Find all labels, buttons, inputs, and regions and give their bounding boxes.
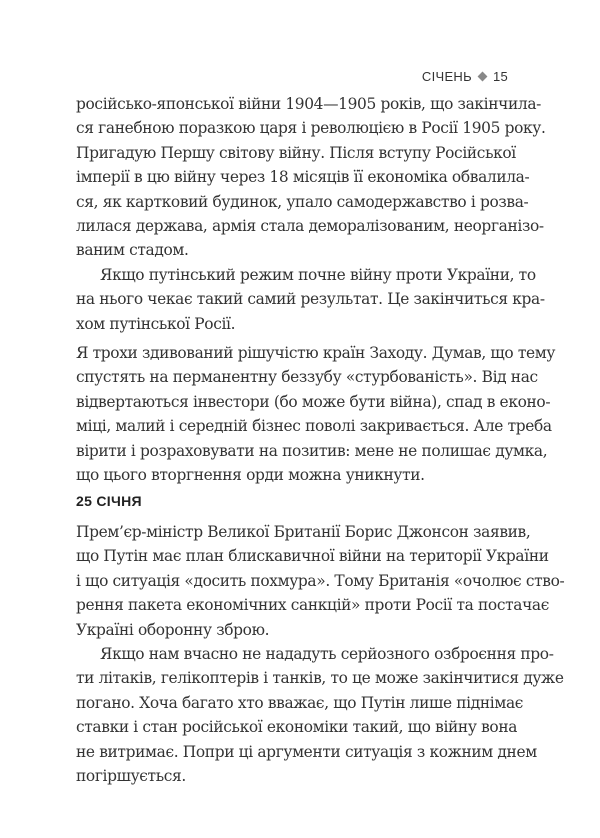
text-line: Якщо путінський режим почне війну проти України, то bbox=[100, 265, 536, 284]
paragraph bbox=[76, 642, 564, 788]
text-line: Якщо нам вчасно не нададуть серйозного озброєння про- bbox=[100, 644, 554, 663]
paragraph bbox=[76, 341, 556, 487]
text-line: ся ганебною поразкою царя і революцією в Росії 1905 року. bbox=[76, 119, 546, 138]
section-heading: 25 СІЧНЯ bbox=[76, 493, 142, 509]
text-block-2 bbox=[76, 341, 556, 487]
section-name: СІЧЕНЬ bbox=[421, 69, 472, 84]
text-line: Пригадую Першу світову війну. Після вступу Російської bbox=[76, 143, 516, 162]
text-line: Я трохи здивований рішучістю країн Заходу. Думав, що тему bbox=[76, 344, 556, 362]
text-line: що Путін має план блискавичної війни на території України bbox=[76, 547, 549, 566]
text-block-3 bbox=[76, 520, 565, 788]
paragraph bbox=[76, 92, 546, 263]
text-line: ся, як картковий будинок, упало самодержавство і розва- bbox=[76, 192, 529, 211]
text-line: хом путінської Росії. bbox=[76, 314, 236, 333]
text-line: рення пакета економічних санкцій» проти Росії та постачає bbox=[76, 596, 550, 615]
text-line: не витримає. Попри ці аргументи ситуація з кожним днем bbox=[76, 742, 537, 761]
text-block-1 bbox=[76, 92, 546, 336]
page-number: 15 bbox=[492, 69, 508, 84]
text-line: і що ситуація «досить похмура». Тому Британія «очолює ство- bbox=[76, 571, 565, 590]
text-line: ставки і стан російської економіки такий, що війну вона bbox=[76, 718, 518, 737]
text-line: Прем’єр-міністр Великої Британії Борис Джонсон заявив, bbox=[76, 523, 531, 541]
text-line: відвертаються інвестори (бо може бути війна), спад в еконо- bbox=[76, 392, 551, 411]
text-line: погано. Хоча багато хто вважає, що Путін лише піднімає bbox=[76, 693, 524, 712]
paragraph bbox=[76, 263, 545, 336]
text-line: Україні оборонну зброю. bbox=[76, 620, 270, 639]
text-line: російсько-японської війни 1904—1905 років, що закінчила- bbox=[76, 95, 541, 113]
text-line: що цього вторгнення орди можна уникнути. bbox=[76, 465, 425, 484]
text-line: погіршується. bbox=[76, 766, 186, 785]
text-line: лилася держава, армія стала деморалізованим, неорганізо- bbox=[76, 216, 544, 235]
paragraph bbox=[76, 520, 565, 642]
text-line: вірити і розраховувати на позитив: мене не полишає думка, bbox=[76, 441, 548, 460]
diamond-ornament-icon bbox=[477, 72, 487, 82]
text-line: ваним стадом. bbox=[76, 241, 189, 260]
text-line: міці, малий і середній бізнес поволі закривається. Але треба bbox=[76, 417, 552, 436]
text-line: ти літаків, гелікоптерів і танків, то це може закінчитися дуже bbox=[76, 669, 564, 688]
text-line: спустять на перманентну беззубу «стурбованість». Від нас bbox=[76, 368, 538, 387]
text-line: на нього чекає такий самий результат. Це закінчиться кра- bbox=[76, 290, 545, 309]
running-head bbox=[422, 69, 508, 84]
text-line: імперії в цю війну через 18 місяців її економіка обвалила- bbox=[76, 168, 530, 187]
